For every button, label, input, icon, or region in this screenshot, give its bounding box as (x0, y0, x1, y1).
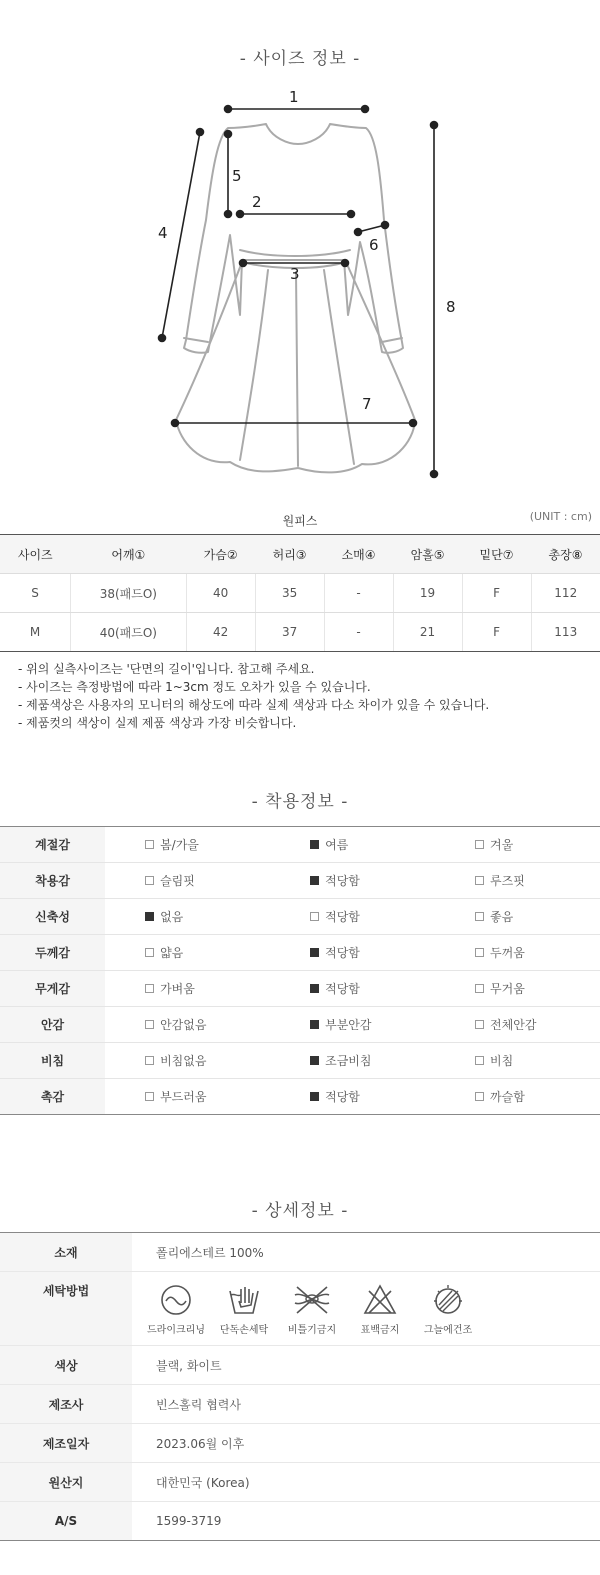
fit-option (270, 1007, 435, 1043)
size-cell: 37 (255, 613, 324, 652)
label-8: 8 (446, 298, 456, 316)
size-table (0, 534, 600, 652)
fit-option-label: 무거움 (490, 982, 525, 996)
header-cell: 총장⑧ (531, 535, 600, 574)
fit-row (0, 1007, 600, 1043)
unchecked-box-icon (475, 1092, 484, 1101)
checked-box-icon (145, 912, 154, 921)
checked-box-icon (310, 1092, 319, 1101)
care-item (210, 1283, 278, 1336)
size-cell: 38(패드O) (71, 574, 187, 613)
unchecked-box-icon (145, 948, 154, 957)
fit-option-label: 봄/가을 (160, 838, 199, 852)
fit-option (105, 971, 270, 1007)
label-5: 5 (232, 167, 242, 185)
fit-option (270, 1079, 435, 1115)
size-cell: 35 (255, 574, 324, 613)
detail-row-date (0, 1424, 600, 1463)
dress-measurement-diagram (0, 80, 600, 500)
table-row (0, 613, 600, 652)
unchecked-box-icon (475, 984, 484, 993)
fit-option (105, 827, 270, 863)
unchecked-box-icon (145, 1092, 154, 1101)
size-cell: 40 (186, 574, 255, 613)
fit-option (105, 899, 270, 935)
fit-option (435, 1079, 600, 1115)
fit-row (0, 827, 600, 863)
unchecked-box-icon (310, 912, 319, 921)
detail-row-material (0, 1233, 600, 1272)
fit-row (0, 899, 600, 935)
fit-row-label: 계절감 (0, 827, 105, 863)
care-label-text: 그늘에건조 (423, 1325, 473, 1336)
fit-option-label: 적당함 (325, 1090, 360, 1104)
origin-value: 대한민국 (Korea) (132, 1463, 600, 1502)
detail-row-as (0, 1502, 600, 1541)
care-item (346, 1283, 414, 1336)
detail-section-title: - 상세정보 - (251, 1201, 349, 1221)
fit-option (105, 1079, 270, 1115)
care-label: 세탁방법 (0, 1272, 132, 1346)
fit-option (270, 863, 435, 899)
fit-option (105, 1007, 270, 1043)
care-item (278, 1283, 346, 1336)
size-cell: S (0, 574, 71, 613)
fit-option (435, 899, 600, 935)
unchecked-box-icon (475, 912, 484, 921)
fit-row (0, 863, 600, 899)
fit-row-label: 비침 (0, 1043, 105, 1079)
maker-value: 빈스홀릭 협력사 (132, 1385, 600, 1424)
unchecked-box-icon (475, 840, 484, 849)
date-value: 2023.06월 이후 (132, 1424, 600, 1463)
size-table-header (0, 535, 600, 574)
note-line: - 위의 실측사이즈는 '단면의 길이'입니다. 참고해 주세요. (18, 662, 315, 676)
origin-label: 원산지 (0, 1463, 132, 1502)
fit-option-label: 부분안감 (325, 1018, 372, 1032)
fit-option-label: 안감없음 (160, 1018, 207, 1032)
label-2: 2 (252, 193, 262, 211)
header-cell: 어깨① (71, 535, 187, 574)
fit-table (0, 826, 600, 1115)
detail-row-origin (0, 1463, 600, 1502)
fit-row (0, 1079, 600, 1115)
fit-option (105, 935, 270, 971)
fit-option-label: 적당함 (325, 946, 360, 960)
fit-row-label: 신축성 (0, 899, 105, 935)
fit-option-label: 루즈핏 (490, 874, 525, 888)
fit-option-label: 비침없음 (160, 1054, 207, 1068)
fit-option (435, 827, 600, 863)
checked-box-icon (310, 840, 319, 849)
label-6: 6 (369, 236, 379, 254)
fit-row-label: 착용감 (0, 863, 105, 899)
size-cell: 40(패드O) (71, 613, 187, 652)
fit-row-label: 무게감 (0, 971, 105, 1007)
checked-box-icon (310, 1020, 319, 1029)
fit-option-label: 까슬함 (490, 1090, 525, 1104)
no-wring-icon (291, 1283, 333, 1317)
size-cell: - (324, 574, 393, 613)
size-cell: 42 (186, 613, 255, 652)
material-label: 소재 (0, 1233, 132, 1272)
header-cell: 소매④ (324, 535, 393, 574)
fit-option (435, 935, 600, 971)
dress-illustration (0, 80, 600, 500)
fit-option-label: 적당함 (325, 874, 360, 888)
checked-box-icon (310, 948, 319, 957)
fit-option (435, 971, 600, 1007)
fit-option (270, 1043, 435, 1079)
size-notes (18, 660, 489, 732)
care-label-text: 드라이크리닝 (147, 1325, 205, 1336)
measure-line-4 (162, 132, 200, 338)
size-cell: 21 (393, 613, 462, 652)
unchecked-box-icon (475, 1020, 484, 1029)
dry-clean-icon (159, 1283, 193, 1317)
care-label-text: 단독손세탁 (219, 1325, 269, 1336)
date-label: 제조일자 (0, 1424, 132, 1463)
no-bleach-icon (363, 1283, 397, 1317)
as-value: 1599-3719 (132, 1502, 600, 1541)
fit-option-label: 여름 (325, 838, 349, 852)
fit-option (435, 863, 600, 899)
checked-box-icon (310, 876, 319, 885)
fit-option-label: 좋음 (490, 910, 514, 924)
label-4: 4 (158, 224, 168, 242)
unchecked-box-icon (475, 948, 484, 957)
fit-row-label: 촉감 (0, 1079, 105, 1115)
maker-label: 제조사 (0, 1385, 132, 1424)
fit-option-label: 얇음 (160, 946, 184, 960)
label-7: 7 (362, 395, 372, 413)
color-value: 블랙, 화이트 (132, 1346, 600, 1385)
unchecked-box-icon (145, 1056, 154, 1065)
unchecked-box-icon (475, 1056, 484, 1065)
note-line: - 사이즈는 측정방법에 따라 1~3cm 정도 오차가 있을 수 있습니다. (18, 680, 371, 694)
fit-option (270, 971, 435, 1007)
unchecked-box-icon (145, 984, 154, 993)
size-cell: 113 (531, 613, 600, 652)
unchecked-box-icon (475, 876, 484, 885)
care-label-text: 비틀기금지 (287, 1325, 337, 1336)
care-label-text: 표백금지 (360, 1325, 400, 1336)
checked-box-icon (310, 984, 319, 993)
fit-row (0, 935, 600, 971)
size-cell: - (324, 613, 393, 652)
fit-option-label: 가벼움 (160, 982, 195, 996)
shade-dry-icon (431, 1283, 465, 1317)
detail-row-color (0, 1346, 600, 1385)
fit-option-label: 적당함 (325, 910, 360, 924)
fit-option (270, 827, 435, 863)
size-section-title: - 사이즈 정보 - (239, 49, 361, 69)
product-name: 원피스 (282, 514, 318, 528)
care-icons (142, 1273, 599, 1344)
size-cell: 19 (393, 574, 462, 613)
fit-option-label: 비침 (490, 1054, 514, 1068)
table-row (0, 574, 600, 613)
fit-option-label: 전체안감 (490, 1018, 537, 1032)
header-cell: 암홀⑤ (393, 535, 462, 574)
material-value: 폴리에스테르 100% (132, 1233, 600, 1272)
checked-box-icon (310, 1056, 319, 1065)
detail-row-care (0, 1272, 600, 1346)
care-item (142, 1283, 210, 1336)
detail-table (0, 1232, 600, 1541)
fit-option (105, 863, 270, 899)
header-cell: 밑단⑦ (462, 535, 531, 574)
fit-option (270, 899, 435, 935)
unchecked-box-icon (145, 876, 154, 885)
fit-row-label: 안감 (0, 1007, 105, 1043)
fit-option (435, 1043, 600, 1079)
header-cell: 사이즈 (0, 535, 71, 574)
size-cell: 112 (531, 574, 600, 613)
unit-label: (UNIT : cm) (529, 510, 592, 523)
label-3: 3 (290, 265, 300, 283)
unchecked-box-icon (145, 840, 154, 849)
fit-option-label: 겨울 (490, 838, 514, 852)
detail-row-maker (0, 1385, 600, 1424)
care-item (414, 1283, 482, 1336)
fit-option-label: 슬림핏 (160, 874, 195, 888)
as-label: A/S (0, 1502, 132, 1541)
unchecked-box-icon (145, 1020, 154, 1029)
fit-option-label: 부드러움 (160, 1090, 207, 1104)
label-1: 1 (289, 88, 299, 106)
note-line: - 제품컷의 색상이 실제 제품 색상과 가장 비슷합니다. (18, 716, 297, 730)
size-cell: F (462, 613, 531, 652)
fit-option (270, 935, 435, 971)
size-cell: M (0, 613, 71, 652)
color-label: 색상 (0, 1346, 132, 1385)
size-cell: F (462, 574, 531, 613)
fit-row (0, 1043, 600, 1079)
fit-option-label: 없음 (160, 910, 184, 924)
fit-row (0, 971, 600, 1007)
fit-option (105, 1043, 270, 1079)
fit-option (435, 1007, 600, 1043)
fit-section-title: - 착용정보 - (251, 792, 349, 812)
fit-option-label: 두꺼움 (490, 946, 525, 960)
fit-option-label: 조금비침 (325, 1054, 372, 1068)
fit-option-label: 적당함 (325, 982, 360, 996)
note-line: - 제품색상은 사용자의 모니터의 해상도에 따라 실제 색상과 다소 차이가 있을 수 있습니다. (18, 698, 490, 712)
hand-wash-icon (227, 1283, 261, 1317)
header-cell: 가슴② (186, 535, 255, 574)
fit-row-label: 두께감 (0, 935, 105, 971)
header-cell: 허리③ (255, 535, 324, 574)
